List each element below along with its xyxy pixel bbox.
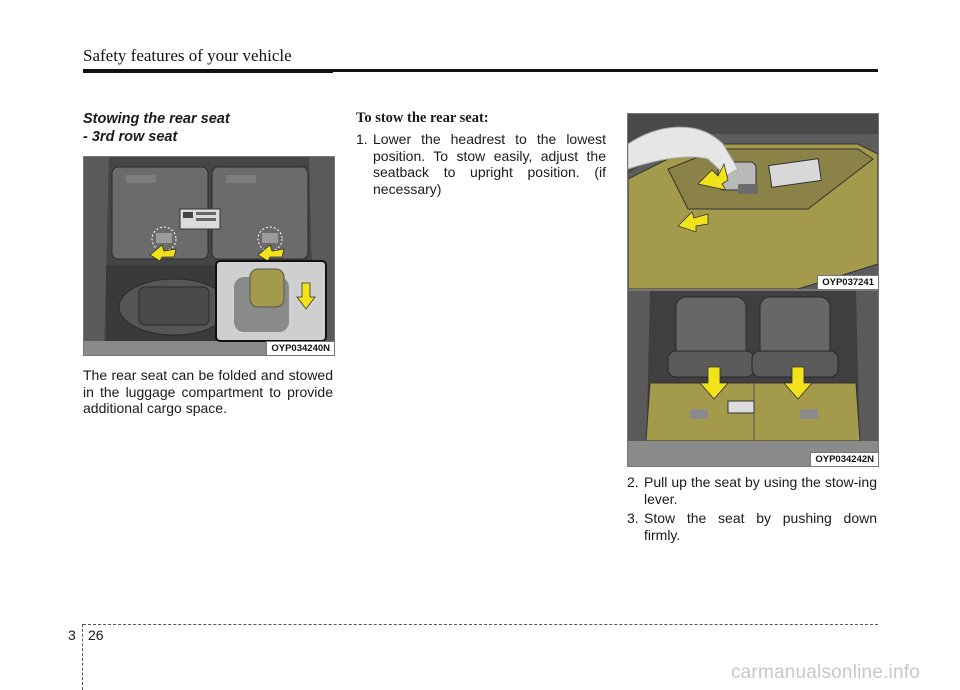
section-title-line1: Stowing the rear seat xyxy=(83,111,230,127)
step-text: Stow the seat by pushing down firmly. xyxy=(644,510,877,543)
figure-push-down xyxy=(627,290,879,467)
step-1 xyxy=(356,131,606,197)
footer-rule xyxy=(83,624,878,625)
page-number: 26 xyxy=(88,627,104,643)
step-2 xyxy=(627,474,877,507)
header-rule-accent xyxy=(83,69,333,73)
page-header-title: Safety features of your vehicle xyxy=(83,46,292,65)
step-3 xyxy=(627,510,877,543)
section-title xyxy=(83,110,333,146)
section-body: The rear seat can be folded and stowed in the luggage compartment to provide additional cargo space. xyxy=(83,367,333,416)
section-title-line2: - 3rd row seat xyxy=(83,129,178,145)
figure-label: OYP037241 xyxy=(817,275,878,289)
instructions-heading: To stow the rear seat: xyxy=(356,110,489,126)
step-number: 3. xyxy=(627,510,639,526)
chapter-number: 3 xyxy=(68,627,76,643)
figure-3rd-row-seat xyxy=(83,156,335,356)
step-text: Pull up the seat by using the stow-ing lever. xyxy=(644,474,877,507)
footer-divider xyxy=(82,624,83,690)
stow-lever-illustration xyxy=(628,114,878,289)
push-down-illustration xyxy=(628,291,878,466)
figure-label: OYP034240N xyxy=(266,341,334,355)
figure-label: OYP034242N xyxy=(810,452,878,466)
step-number: 1. xyxy=(356,131,368,147)
watermark: carmanualsonline.info xyxy=(730,662,920,683)
step-text: Lower the headrest to the lowest position. To stow easily, adjust the seatback to upright position. (if necessary) xyxy=(373,131,606,197)
cargo-area-illustration xyxy=(84,157,334,355)
step-number: 2. xyxy=(627,474,639,490)
figure-stow-lever xyxy=(627,113,879,290)
